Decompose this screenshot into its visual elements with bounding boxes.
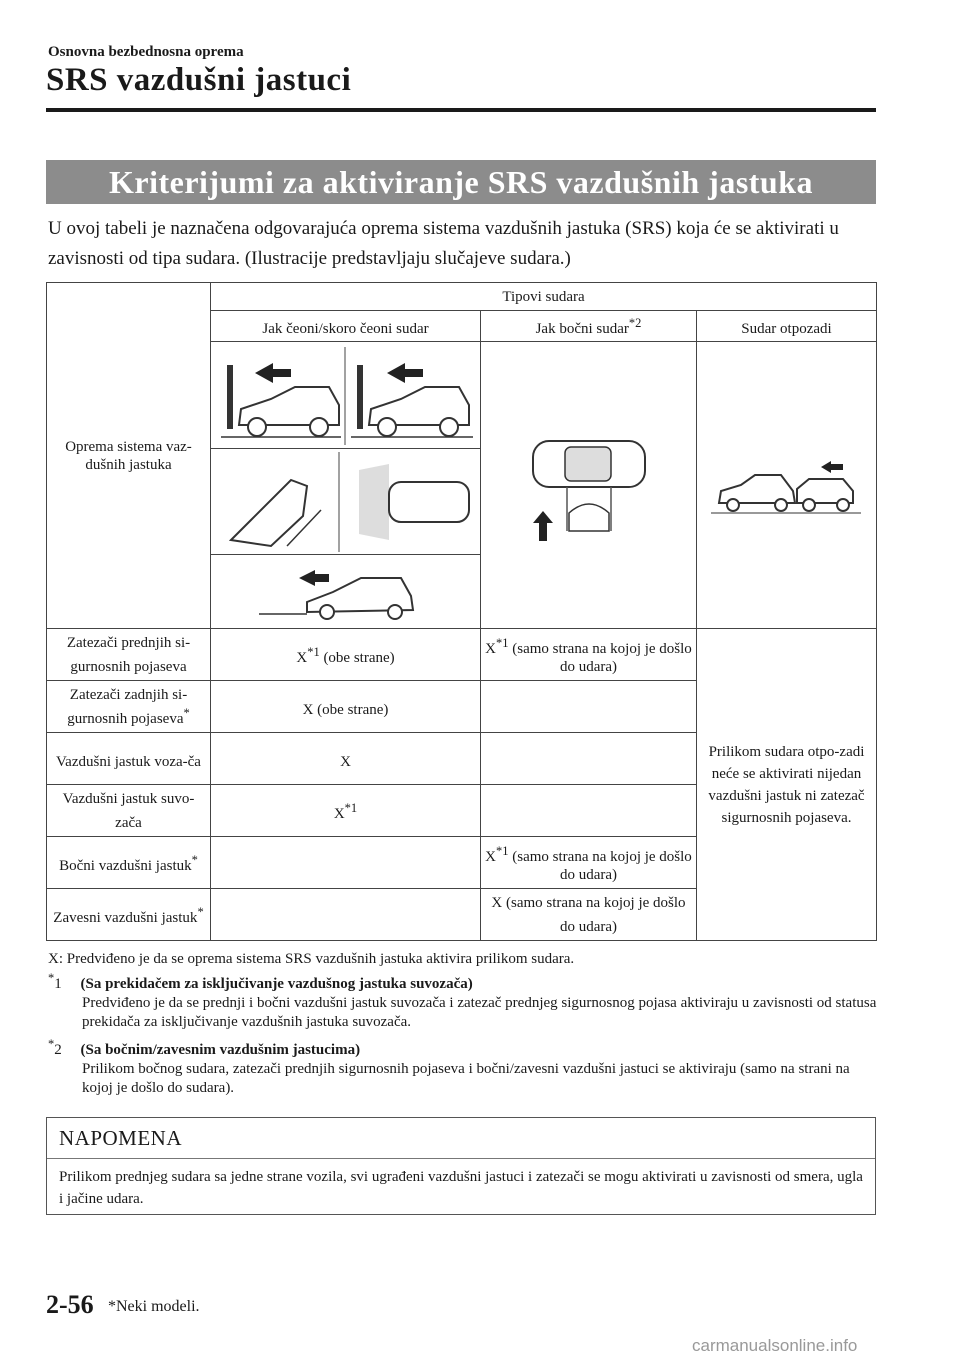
page-number: 2-56 bbox=[46, 1290, 94, 1319]
watermark: carmanualsonline.info bbox=[692, 1336, 858, 1355]
table-row: Zatezači zadnjih si-gurnosnih pojaseva* X (obe strane) bbox=[47, 681, 877, 733]
section-banner: Kriterijumi za aktiviranje SRS vazdušnih jastuka bbox=[46, 160, 876, 204]
collision-types-header: Tipovi sudara bbox=[211, 283, 877, 311]
side-illustration bbox=[481, 342, 697, 629]
footnote-legend: X: Predviđeno je da se oprema sistema SRS vazdušnih jastuka aktivira prilikom sudara. bbox=[48, 951, 575, 967]
note-text: Prilikom prednjeg sudara sa jedne strane vozila, svi ugrađeni vazdušni jastuci i zatezači se mogu aktivirati u zavisnosti od smera, ugla i jačine udara. bbox=[59, 1169, 863, 1207]
underride-impact-car-icon bbox=[211, 556, 479, 628]
activation-table bbox=[46, 282, 877, 941]
equipment-header: Oprema sistema vaz-dušnih jastuka bbox=[47, 283, 211, 629]
note-box bbox=[46, 1117, 876, 1215]
footnote-1: *1 (Sa prekidačem za isključivanje vazdušnog jastuka suvozača) Predviđeno je da se prednji i bočni vazdušni jastuk suvozača i zatezač prednjeg sigurnosnog pojasa aktiviraju u zavisnosti od statusa prekidača za isključivanje vazdušnih jastuka suvozača. bbox=[48, 971, 877, 1030]
breadcrumb: Osnovna bezbednosna oprema bbox=[48, 44, 244, 60]
rear-illustration bbox=[697, 342, 877, 629]
note-heading: NAPOMENA bbox=[47, 1118, 875, 1159]
footnote-2: *2 (Sa bočnim/zavesnim vazdušnim jastucima) Prilikom bočnog sudara, zatezači prednjih sigurnosnih pojaseva i bočni/zavesni vazdušni jastuci se aktiviraju (samo na strani na kojoj je došlo do sudara). bbox=[48, 1037, 850, 1096]
table-row: Vazdušni jastuk voza-ča X bbox=[47, 733, 877, 785]
rear-collision-note: Prilikom sudara otpo-zadi neće se aktivirati nijedan vazdušni jastuk ni zatezač sigurnosnih pojaseva. bbox=[697, 629, 877, 941]
side-impact-car-icon bbox=[481, 345, 695, 625]
page-title: SRS vazdušni jastuci bbox=[46, 62, 352, 98]
col-side-header: Jak bočni sudar$^{*2}$ bbox=[481, 311, 697, 342]
table-row: Bočni vazdušni jastuk* $X^{*1}$ (samo strana na kojoj je došlo do udara) bbox=[47, 837, 877, 889]
model-note: *Neki modeli. bbox=[108, 1298, 200, 1315]
intro-paragraph: U ovoj tabeli je naznačena odgovarajuća oprema sistema vazdušnih jastuka (SRS) koja će se aktivirati u zavisnosti od tipa sudara. (Ilustracije predstavljaju slučajeve sudara.) bbox=[48, 218, 839, 269]
frontal-illustration-2 bbox=[211, 449, 481, 555]
col-rear-header: Sudar otpozadi bbox=[697, 311, 877, 342]
table-row: Vazdušni jastuk suvo-zača $X^{*1}$ bbox=[47, 785, 877, 837]
offset-impact-car-icon bbox=[211, 450, 479, 554]
table-row: Zatezači prednjih si-gurnosnih pojaseva $X^{*1}$ (obe strane) $X^{*1}$ (samo strana na kojoj je došlo do udara) Prilikom sudara otpo-zadi neće se aktivirati nijedan vazdušni jastuk ni zatezač sigurnosnih pojaseva. bbox=[47, 629, 877, 681]
table-row: Zavesni vazdušni jastuk* X (samo strana na kojoj je došlo do udara) bbox=[47, 889, 877, 941]
frontal-illustration-3 bbox=[211, 555, 481, 629]
col-frontal-header: Jak čeoni/skoro čeoni sudar bbox=[211, 311, 481, 342]
frontal-impact-car-icon bbox=[211, 343, 479, 448]
rear-impact-car-icon bbox=[697, 345, 875, 625]
frontal-illustration-1 bbox=[211, 342, 481, 449]
title-divider bbox=[46, 108, 876, 112]
